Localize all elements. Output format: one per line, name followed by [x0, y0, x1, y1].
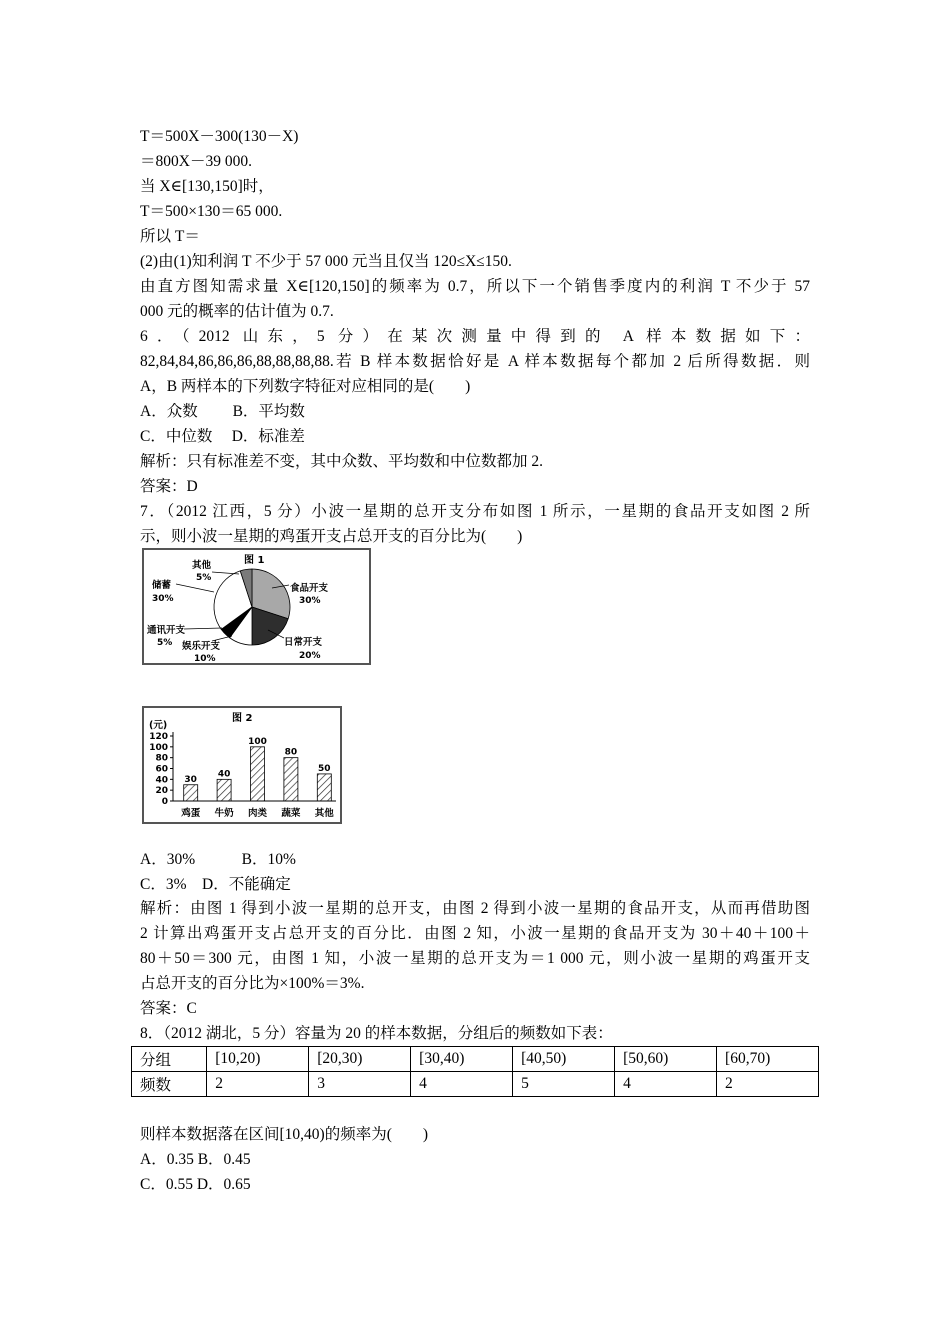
bar-value-label: 30: [184, 774, 197, 785]
question-6-stem: 6．（2012 山东，5 分）在某次测量中得到的 A 样本数据如下：: [140, 328, 810, 345]
pie-label-daily: 日常开支: [284, 637, 323, 648]
text-line: A，B 两样本的下列数字特征对应相同的是( ): [140, 378, 471, 395]
question-6-data: 82,84,84,86,86,86,88,88,88,88.若 B 样本数据恰好是 A 样本数据每个都加 2 后所得数据．则: [140, 353, 810, 370]
y-tick-label: 120: [149, 732, 168, 742]
pie-label-fun: 娱乐开支: [182, 641, 221, 652]
bar-value-label: 50: [318, 763, 331, 774]
solution-line: 2 计算出鸡蛋开支占总开支的百分比．由图 2 知，小波一星期的食品开支为 30＋40＋100＋: [140, 925, 810, 942]
text-line: 所以 T＝: [140, 228, 200, 245]
text-line: 由直方图知需求量 X∈[120,150]的频率为 0.7，所以下一个销售季度内的利润 T 不少于 57: [140, 278, 810, 295]
y-tick-label: 0: [161, 797, 168, 807]
pie-value-saving: 30%: [152, 594, 174, 604]
table-cell: [50,60): [615, 1047, 717, 1072]
y-tick-label: 60: [155, 764, 168, 775]
text-line: T＝500X－300(130－X): [140, 128, 299, 145]
y-tick-label: 20: [155, 786, 168, 797]
question-7-stem: 7．（2012 江西，5 分）小波一星期的总开支分布如图 1 所示，一星期的食品开支如图 2 所: [140, 503, 810, 520]
solution-line: 80＋50＝300 元，由图 1 知，小波一星期的总开支为＝1 000 元，则小波一星期的鸡蛋开支: [140, 950, 810, 967]
table-cell: [10,20): [207, 1047, 309, 1072]
choice-line: A．0.35 B．0.45: [140, 1151, 251, 1168]
chart-title: 图 1: [244, 555, 265, 566]
chart-title: 图 2: [232, 713, 253, 724]
pie-label-saving: 储蓄: [152, 580, 172, 591]
question-8-stem: 8．（2012 湖北，5 分）容量为 20 的样本数据，分组后的频数如下表：: [140, 1025, 613, 1042]
table-cell: 5: [513, 1072, 615, 1097]
text-line: 则样本数据落在区间[10,40)的频率为( ): [140, 1126, 429, 1143]
choice-line: A．30% B．10%: [140, 851, 296, 868]
table-cell: [40,50): [513, 1047, 615, 1072]
pie-value-comm: 5%: [157, 638, 173, 648]
pie-value-other: 5%: [196, 573, 212, 583]
choice-line: C．3% D．不能确定: [140, 876, 291, 893]
x-tick-label: 鸡蛋: [181, 808, 201, 819]
x-tick-label: 蔬菜: [281, 808, 301, 819]
bar-chart-figure: [142, 706, 342, 824]
table-cell: [20,30): [309, 1047, 411, 1072]
y-axis-unit: (元): [149, 720, 168, 731]
pie-value-fun: 10%: [194, 654, 216, 663]
answer-line: 答案：D: [140, 478, 198, 495]
bar: [184, 785, 198, 801]
pie-label-comm: 通讯开支: [147, 625, 186, 636]
text-line: 000 元的概率的估计值为 0.7.: [140, 303, 334, 320]
text-line: 示，则小波一星期的鸡蛋开支占总开支的百分比为( ): [140, 528, 523, 545]
table-cell: 2: [717, 1072, 819, 1097]
table-row: [132, 1072, 819, 1097]
text-line: ＝800X－39 000.: [140, 153, 252, 170]
y-tick-label: 40: [155, 775, 168, 786]
y-tick-label: 80: [155, 753, 168, 764]
bar: [251, 747, 265, 801]
solution-line: 解析：由图 1 得到小波一星期的总开支，由图 2 得到小波一星期的食品开支，从而再借助图: [140, 900, 810, 917]
bar-value-label: 80: [284, 747, 298, 758]
y-tick-label: 100: [149, 742, 168, 753]
text-line: (2)由(1)知利润 T 不少于 57 000 元当且仅当 120≤X≤150.: [140, 253, 512, 270]
x-tick-label: 肉类: [247, 808, 268, 819]
table-cell: 4: [615, 1072, 717, 1097]
bar: [217, 779, 231, 801]
x-tick-label: 牛奶: [214, 808, 234, 819]
bar: [284, 758, 298, 801]
pie-value-daily: 20%: [299, 651, 321, 661]
table-cell: 2: [207, 1072, 309, 1097]
table-row: [132, 1047, 819, 1072]
pie-label-food: 食品开支: [290, 583, 329, 594]
table-cell: 4: [411, 1072, 513, 1097]
solution-line: 占总开支的百分比为×100%＝3%.: [140, 975, 365, 992]
answer-line: 答案：C: [140, 1000, 197, 1017]
choice-line: C．0.55 D．0.65: [140, 1176, 251, 1193]
table-cell: 频数: [132, 1072, 207, 1097]
choice-line: A．众数 B．平均数: [140, 403, 305, 420]
solution-line: 解析：只有标准差不变，其中众数、平均数和中位数都加 2.: [140, 453, 544, 470]
frequency-table: [131, 1046, 819, 1097]
table-cell: [30,40): [411, 1047, 513, 1072]
bar-value-label: 40: [217, 769, 231, 780]
table-cell: 分组: [132, 1047, 207, 1072]
text-line: 当 X∈[130,150]时，: [140, 178, 274, 195]
table-cell: 3: [309, 1072, 411, 1097]
text-line: T＝500×130＝65 000.: [140, 203, 283, 220]
table-cell: [60,70): [717, 1047, 819, 1072]
pie-chart-figure: [142, 548, 371, 665]
pie-value-food: 30%: [299, 596, 321, 606]
x-tick-label: 其他: [314, 808, 334, 819]
choice-line: C．中位数 D．标准差: [140, 428, 305, 445]
bar-value-label: 100: [248, 736, 267, 747]
bar: [317, 774, 331, 801]
pie-label-other: 其他: [192, 560, 212, 571]
